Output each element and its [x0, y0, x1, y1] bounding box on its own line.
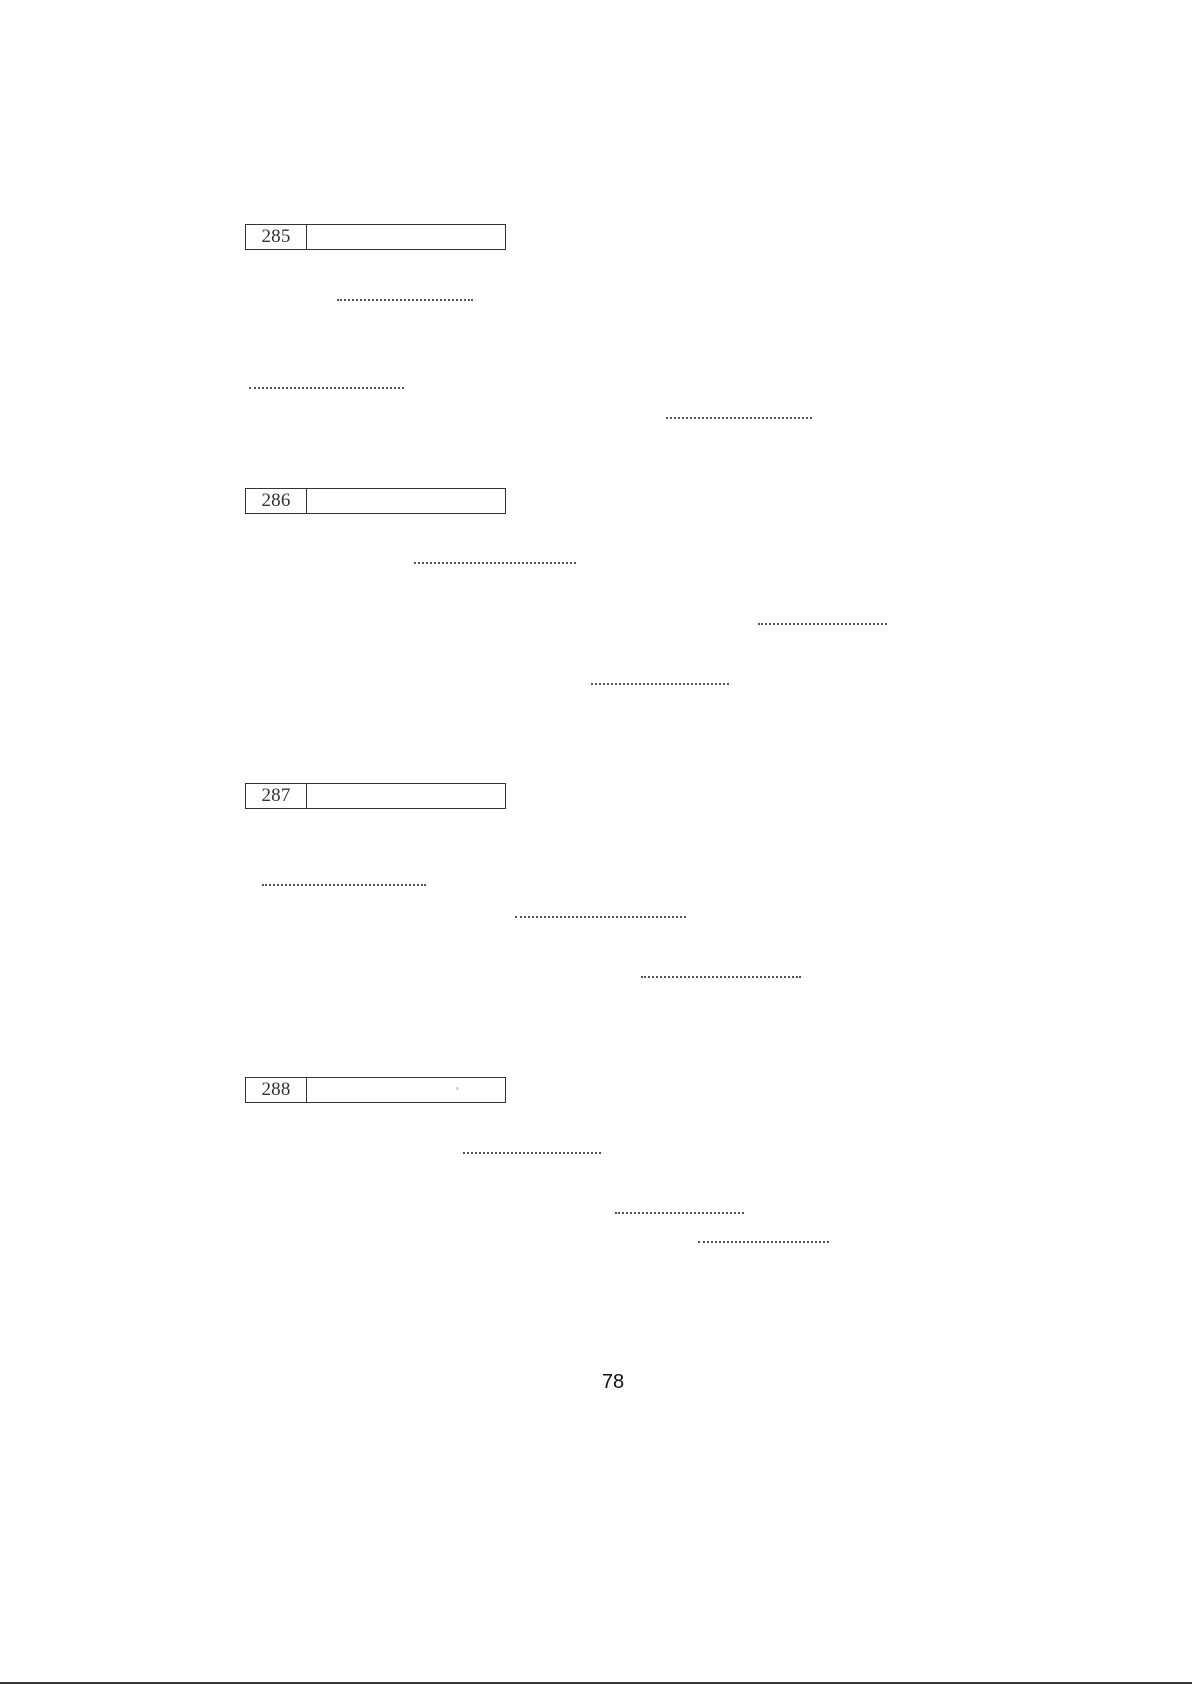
- question-box-288: [245, 1077, 506, 1103]
- question-box-287: [245, 783, 506, 809]
- question-number: 287: [246, 784, 307, 808]
- dotted-blank: [463, 1148, 601, 1154]
- bottom-rule: [0, 1682, 1192, 1684]
- question-number: 285: [246, 225, 307, 249]
- dotted-blank: [262, 880, 426, 886]
- scan-speck: [456, 1087, 459, 1090]
- dotted-blank: [337, 295, 473, 301]
- question-answer-area: [307, 225, 505, 249]
- dotted-blank: [249, 383, 404, 389]
- question-answer-area: [307, 784, 505, 808]
- page-number: 78: [601, 1371, 625, 1393]
- dotted-blank: [591, 679, 729, 685]
- dotted-blank: [698, 1237, 829, 1243]
- dotted-blank: [515, 912, 686, 918]
- question-number: 288: [246, 1078, 307, 1102]
- question-box-285: [245, 224, 506, 250]
- dotted-blank: [666, 413, 812, 419]
- question-number: 286: [246, 489, 307, 513]
- dotted-blank: [758, 619, 887, 625]
- dotted-blank: [615, 1208, 744, 1214]
- question-box-286: [245, 488, 506, 514]
- question-answer-area: [307, 489, 505, 513]
- dotted-blank: [641, 972, 801, 978]
- dotted-blank: [414, 558, 576, 564]
- question-answer-area: [307, 1078, 505, 1102]
